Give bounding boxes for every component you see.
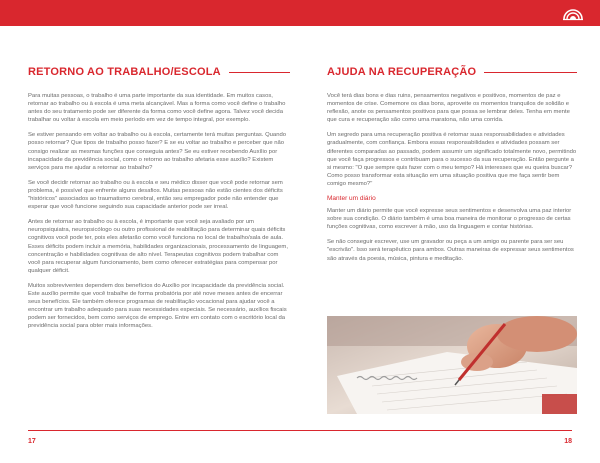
body-paragraph: Muitos sobreviventes dependem dos benefícios do Auxílio por incapacidade da previdência social. Este auxílio permite que você trabalhe de forma probatória por até nove meses antes de encerrar seus benefícios. Ele também oferece programas de reabilitação vocacional para ajudar você a encontrar um trabalho adequado para suas necessidades especiais. Se necessário, auxílios fiscais podem ser fornecidos, bem como serviços de emprego. Entre em contato com o escritório local da previdência social para obter mais informações. <box>28 282 287 330</box>
section-title-return-to-work: RETORNO AO TRABALHO/ESCOLA <box>28 66 221 78</box>
body-paragraph: Se não conseguir escrever, use um gravador ou peça a um amigo ou parente para ser seu "escrivão". Isso será terapêutico para ambos. Outras maneiras de expressar seus sentimentos são através da poesia, música, pintura e meditação. <box>327 239 574 262</box>
section-heading <box>28 64 290 80</box>
page-number-right: 18 <box>564 438 572 445</box>
body-paragraph: Se você decidir retornar ao trabalho ou à escola e seu médico disser que você pode retornar sem problema, é possível que enfrente alguns desafios. Muitas pessoas não estão cientes dos déficits "históricos" associados ao traumatismo cerebral, então seu empregador pode não entender que esperar que você funcione seguindo sua capacidade anterior pode ser irreal. <box>28 179 283 211</box>
body-paragraph: Você terá dias bons e dias ruins, pensamentos negativos e positivos, momentos de paz e momentos de crise. Comemore os dias bons, aproveite os momentos tranquilos de solidão e reflexão, anote os pensamentos positivos para que possa se lembrar deles. Tenha em mente que cura e recuperação são como uma maratona, não uma corrida. <box>327 93 570 124</box>
body-paragraph: Manter um diário permite que você expresse seus sentimentos e desenvolva uma paz interior sobre sua condição. O diário também é uma boa maneira de monitorar o progresso de certas funções cognitivas, como escrever à mão, uso da linguagem e contar histórias. <box>327 208 572 231</box>
body-paragraph: Para muitas pessoas, o trabalho é uma parte importante da sua identidade. Em muitos casos, retornar ao trabalho ou à escola é uma meta alcançável. Mas a forma como você define o trabalho antes do seu tratamento pode ser diferente da forma como você define agora. Talvez você decida trabalhar ou voltar à escola em meio período em vez de tempo integral, por exemplo. <box>28 93 286 124</box>
top-banner <box>0 0 600 26</box>
heading-rule <box>229 72 290 73</box>
footer-rule <box>28 430 572 431</box>
left-column <box>28 64 290 337</box>
page-number-left: 17 <box>28 438 36 445</box>
right-column <box>327 64 577 270</box>
section-heading <box>327 64 577 80</box>
body-paragraph: Se estiver pensando em voltar ao trabalho ou à escola, certamente terá muitas perguntas. Quando posso retornar? Que tipos de trabalho posso fazer? E se eu voltar ao trabalho e perceber que não consigo realizar as mesmas funções que conseguia antes? Se eu estiver recebendo Auxílio por incapacidade da previdência social, como o retorno ao trabalho afetaria esse auxílio? Existem serviços para me ajudar a retornar ao trabalho? <box>28 132 287 171</box>
brain-logo-icon <box>562 5 584 21</box>
heading-rule <box>484 72 577 73</box>
subsection-title-journal: Manter um diário <box>327 195 376 203</box>
hand-writing-journal-photo <box>327 316 577 414</box>
body-paragraph: Antes de retornar ao trabalho ou à escola, é importante que você seja avaliado por um neuropsiquiatra, neuropsicólogo ou outro profissional de reabilitação para determinar quais déficits cognitivos você pode ter, pois eles afetarão como você funciona no local de trabalho/sala de aula. Esses déficits podem incluir a memória, habilidades organizacionais, processamento de linguagem, concentração e habilidades cognitivas de alto nível. Terapeutas cognitivos podem trabalhar com você para recuperar algum funcionamento, bem como oferecer estratégias para compensar por qualquer déficit. <box>28 219 288 274</box>
body-paragraph: Um segredo para uma recuperação positiva é retomar suas responsabilidades e atividades gradualmente, com confiança. Embora essas responsabilidades e atividades possam ser diferentes comparadas ao passado, podem assumir um significado totalmente novo, permitindo que você faça progressos e contribuam para o sucesso da sua recuperação. Então pergunte a si mesmo: "O que sempre quis fazer com o meu tempo? Há interesses que eu queira buscar? Como posso transformar esta situação em uma situação positiva que me faça sentir bem comigo mesmo?" <box>327 132 577 187</box>
section-title-recovery-help: AJUDA NA RECUPERAÇÃO <box>327 66 477 78</box>
